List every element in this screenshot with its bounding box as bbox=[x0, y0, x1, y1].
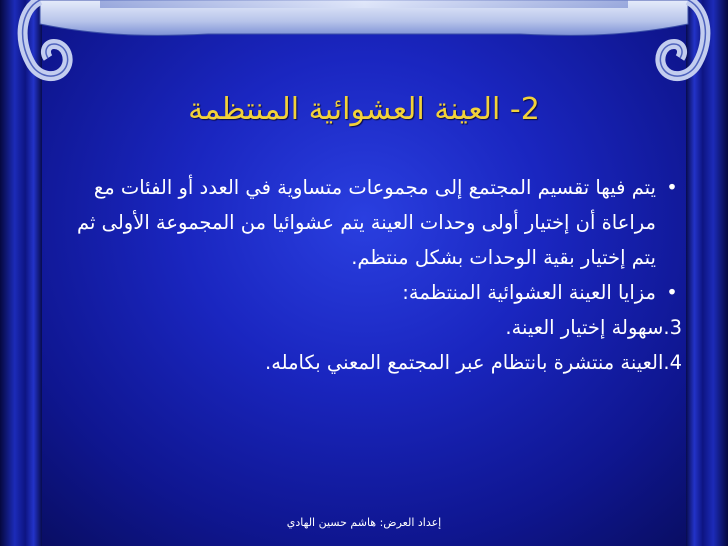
slide-body bbox=[66, 170, 682, 380]
bullet-dot: • bbox=[666, 281, 678, 304]
bullet-text: يتم فيها تقسيم المجتمع إلى مجموعات متساوية في العدد أو الفئات مع مراعاة أن إختيار أولى وحدات العينة يتم عشوائيا من المجموعة الأولى ثم يتم إختيار بقية الوحدات بشكل منتظم. bbox=[76, 176, 656, 269]
bullet-text: مزايا العينة العشوائية المنتظمة: bbox=[402, 281, 656, 304]
numbered-item-3 bbox=[66, 310, 682, 345]
bullet-dot: • bbox=[666, 176, 678, 199]
numbered-item-4 bbox=[66, 345, 682, 380]
slide-footer: إعداد العرض: هاشم حسين الهادي bbox=[286, 516, 442, 529]
item-number: 3. bbox=[663, 316, 682, 339]
bullet-item-definition bbox=[66, 170, 682, 275]
item-number: 4. bbox=[663, 351, 682, 374]
item-text: سهولة إختيار العينة. bbox=[505, 316, 664, 339]
slide-title: 2- العينة العشوائية المنتظمة bbox=[188, 92, 540, 127]
item-text: العينة منتشرة بانتظام عبر المجتمع المعني بكامله. bbox=[265, 351, 664, 374]
bullet-item-advantages bbox=[66, 275, 682, 310]
